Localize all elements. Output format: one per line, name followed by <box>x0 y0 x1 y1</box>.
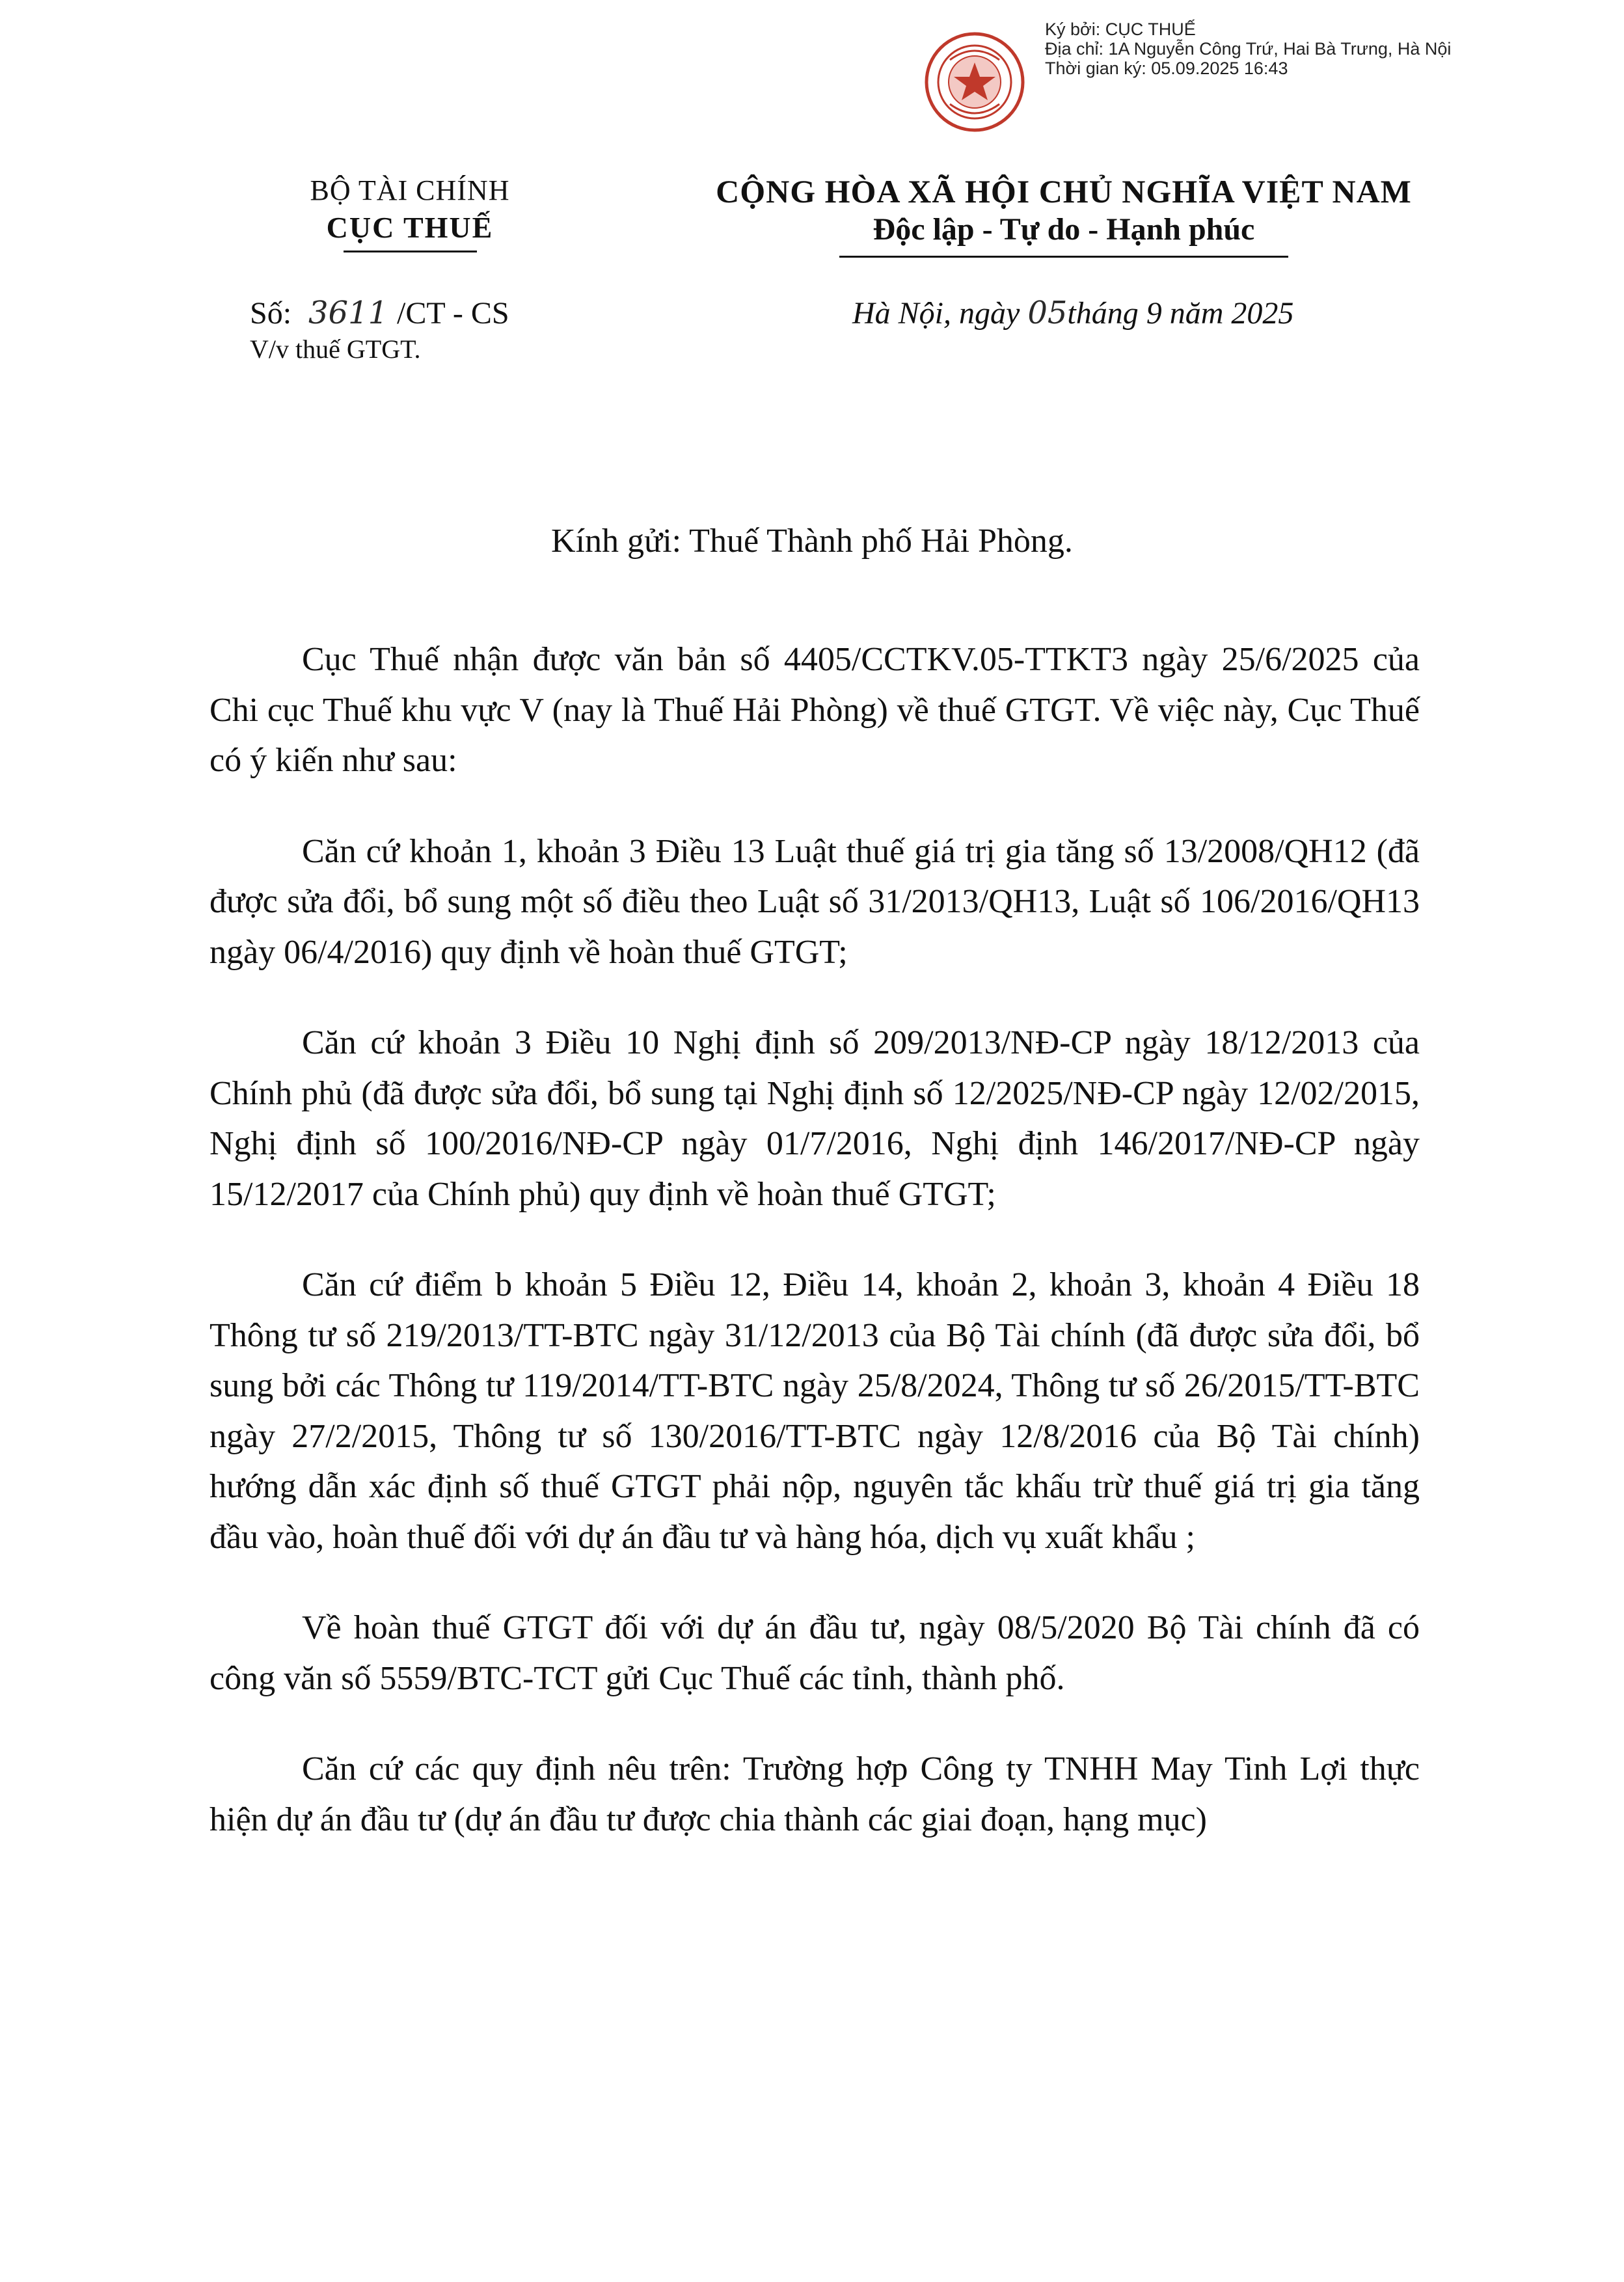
signature-address: Địa chỉ: 1A Nguyễn Công Trứ, Hai Bà Trưng, Hà Nội <box>1045 39 1452 59</box>
document-number <box>250 294 509 333</box>
body-paragraph: Căn cứ điểm b khoản 5 Điều 12, Điều 14, khoản 2, khoản 3, khoản 4 Điều 18 Thông tư số 219/2013/TT-BTC ngày 31/12/2013 của Bộ Tài chính (đã được sửa đổi, bổ sung bởi các Thông tư 119/2014/TT-BTC ngày 25/8/2024, Thông tư số 26/2015/TT-BTC ngày 27/2/2015, Thông tư số 130/2016/TT-BTC ngày 12/8/2016 của Bộ Tài chính) hướng dẫn xác định số thuế GTGT phải nộp, nguyên tắc khấu trừ thuế giá trị gia tăng đầu vào, hoàn thuế đối với dự án đầu tư và hàng hóa, dịch vụ xuất khẩu ; <box>210 1266 1420 1556</box>
date-suffix: tháng 9 năm 2025 <box>1067 296 1294 331</box>
national-header <box>657 172 1470 258</box>
body-paragraph: Cục Thuế nhận được văn bản số 4405/CCTKV.05-TTKT3 ngày 25/6/2025 của Chi cục Thuế khu vực V (nay là Thuế Hải Phòng) về thuế GTGT. Về việc này, Cục Thuế có ý kiến như sau: <box>210 641 1420 779</box>
body-paragraph: Căn cứ các quy định nêu trên: Trường hợp Công ty TNHH May Tinh Lợi thực hiện dự án đầu tư (dự án đầu tư được chia thành các giai đoạn, hạng mục) <box>210 1750 1420 1838</box>
signature-signer: Ký bởi: CỤC THUẾ <box>1045 20 1196 39</box>
issuing-organization <box>221 172 599 252</box>
ministry-seal-icon <box>924 31 1025 133</box>
nation-motto: Độc lập - Tự do - Hạnh phúc <box>873 212 1255 247</box>
motto-underline <box>839 256 1288 258</box>
signature-time: Thời gian ký: 05.09.2025 16:43 <box>1045 59 1288 78</box>
nation-title: CỘNG HÒA XÃ HỘI CHỦ NGHĨA VIỆT NAM <box>716 173 1412 210</box>
body-paragraph: Về hoàn thuế GTGT đối với dự án đầu tư, ngày 08/5/2020 Bộ Tài chính đã có công văn số 5559/BTC-TCT gửi Cục Thuế các tỉnh, thành phố. <box>210 1609 1420 1697</box>
document-number-prefix: Số: <box>250 296 292 331</box>
body-paragraph: Căn cứ khoản 3 Điều 10 Nghị định số 209/2013/NĐ-CP ngày 18/12/2013 của Chính phủ (đã được sửa đổi, bổ sung tại Nghị định số 12/2025/NĐ-CP ngày 12/02/2015, Nghị định số 100/2016/NĐ-CP ngày 01/7/2016, Nghị định 146/2017/NĐ-CP ngày 15/12/2017 của Chính phủ) quy định về hoàn thuế GTGT; <box>210 1024 1420 1213</box>
addressee: Kính gửi: Thuế Thành phố Hải Phòng. <box>551 523 1073 560</box>
date-prefix: Hà Nội, ngày <box>852 296 1020 331</box>
document-number-handwritten: 3611 <box>308 295 388 331</box>
document-number-suffix: /CT - CS <box>397 296 509 331</box>
date-day-handwritten: 05 <box>1027 295 1068 331</box>
document-subject: V/v thuế GTGT. <box>250 334 421 364</box>
ministry-name: BỘ TÀI CHÍNH <box>310 174 510 206</box>
document-date <box>852 294 1293 333</box>
document-body <box>210 634 1420 1885</box>
body-paragraph: Căn cứ khoản 1, khoản 3 Điều 13 Luật thuế giá trị gia tăng số 13/2008/QH12 (đã được sửa đổi, bổ sung một số điều theo Luật số 31/2013/QH13, Luật số 106/2016/QH13 ngày 06/4/2016) quy định về hoàn thuế GTGT; <box>210 832 1420 971</box>
organization-underline <box>344 251 477 252</box>
department-name: CỤC THUẾ <box>326 211 494 244</box>
digital-signature-info <box>1045 20 1451 78</box>
